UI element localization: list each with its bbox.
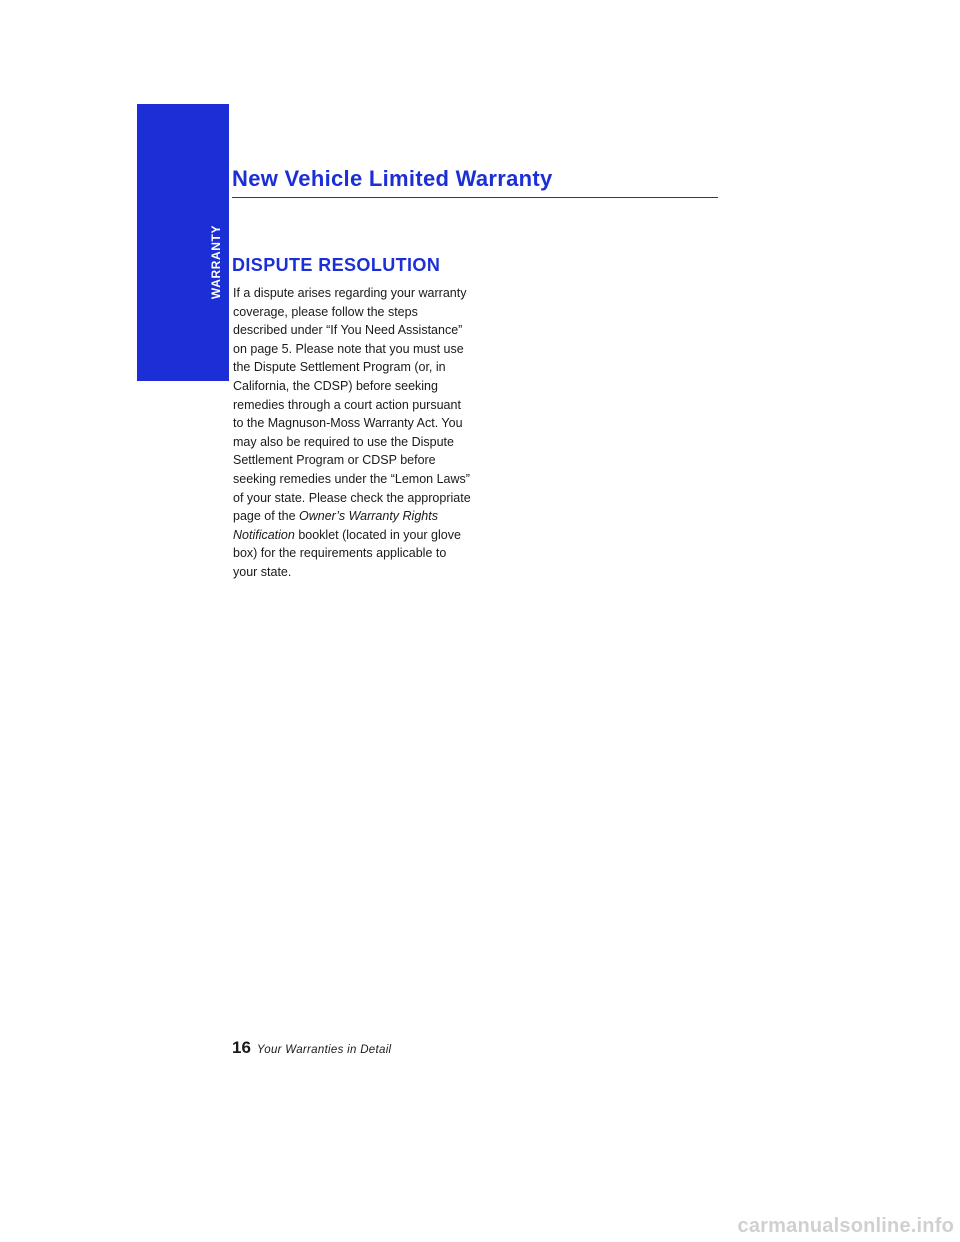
body-line: to the Magnuson-Moss Warranty Act. You: [233, 416, 463, 431]
booklet-title-part-2: Notification: [233, 527, 295, 542]
body-text-run: booklet (located in your glove: [294, 527, 461, 542]
section-heading: DISPUTE RESOLUTION: [232, 255, 441, 275]
body-line: remedies through a court action pursuant: [233, 397, 461, 412]
booklet-title-part-1: Owner’s Warranty Rights: [299, 509, 438, 524]
body-line: of your state. Please check the appropriate: [233, 490, 471, 505]
page-number: 16: [232, 1038, 251, 1057]
side-tab-label: WARRANTY: [209, 224, 223, 300]
title-divider: [232, 197, 718, 198]
body-line: Settlement Program or CDSP before: [233, 453, 436, 468]
body-line: may also be required to use the Dispute: [233, 434, 454, 449]
body-line: If a dispute arises regarding your warranty: [233, 286, 467, 300]
body-line-mixed: [233, 507, 473, 526]
page-title: New Vehicle Limited Warranty: [232, 166, 553, 191]
body-line-mixed: [233, 526, 473, 545]
body-line: your state.: [233, 564, 292, 579]
body-line: seeking remedies under the “Lemon Laws”: [233, 471, 470, 486]
body-line: on page 5. Please note that you must use: [233, 341, 464, 356]
page-footer: [232, 1038, 391, 1058]
watermark: carmanualsonline.info: [737, 1215, 954, 1237]
body-line: the Dispute Settlement Program (or, in: [233, 360, 446, 375]
body-line: box) for the requirements applicable to: [233, 546, 447, 561]
body-line: described under “If You Need Assistance”: [233, 323, 463, 338]
footer-label: Your Warranties in Detail: [256, 1044, 392, 1056]
body-line: coverage, please follow the steps: [233, 304, 418, 319]
body-text-run: page of the: [233, 509, 300, 524]
section-body: [233, 284, 473, 582]
body-line: California, the CDSP) before seeking: [233, 378, 438, 393]
